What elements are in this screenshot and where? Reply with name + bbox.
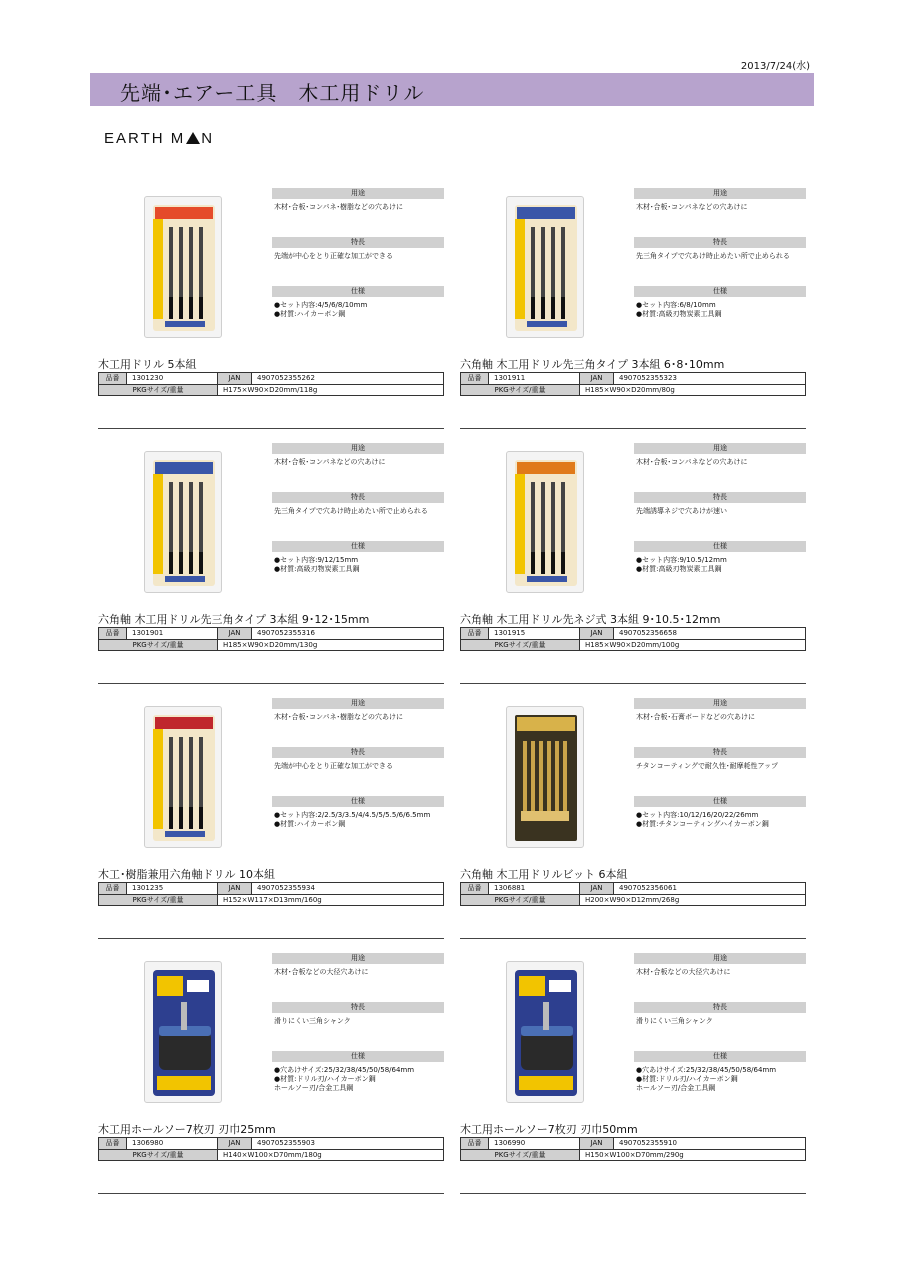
- product-name: 木工用ドリル 5本組: [98, 358, 197, 371]
- part-no-value: 1301911: [489, 373, 580, 384]
- pkg-value: H200×W90×D12mm/268g: [585, 896, 680, 904]
- features-text: 先端が中心をとり正確な加工ができる: [274, 762, 393, 770]
- part-no-value: 1301235: [127, 883, 218, 894]
- table-row: [99, 1149, 443, 1160]
- spec-label: 仕様: [272, 286, 444, 297]
- spec-line: ホールソー刃/合金工具鋼: [274, 1084, 354, 1092]
- usage-label: 用途: [272, 188, 444, 199]
- divider: [98, 428, 444, 429]
- spec-section: [272, 541, 444, 574]
- features-text: 滑りにくい三角シャンク: [274, 1017, 351, 1025]
- spec-label: 仕様: [634, 796, 806, 807]
- part-no-label: 品番: [461, 1138, 489, 1149]
- pkg-value: H185×W90×D20mm/130g: [223, 641, 318, 649]
- spec-section: [272, 796, 444, 829]
- spec-text: [272, 556, 444, 574]
- features-label: 特長: [634, 492, 806, 503]
- pkg-label: PKGサイズ/重量: [461, 640, 580, 650]
- brand-logo-part2: N: [201, 130, 215, 147]
- spec-line: ●材質:ハイカーボン鋼: [274, 310, 346, 318]
- usage-label: 用途: [272, 443, 444, 454]
- drill-set-package-icon: [506, 196, 584, 338]
- pkg-value: H152×W117×D13mm/160g: [223, 896, 322, 904]
- product-card: [460, 951, 812, 1206]
- part-no-label: 品番: [461, 373, 489, 384]
- usage-text: 木材･合板･コンパネなどの穴あけに: [274, 458, 386, 466]
- pkg-value: H185×W90×D20mm/100g: [585, 641, 680, 649]
- usage-section: [634, 188, 806, 212]
- usage-text: 木材･合板などの大径穴あけに: [274, 968, 369, 976]
- features-text: 滑りにくい三角シャンク: [636, 1017, 713, 1025]
- pkg-label: PKGサイズ/重量: [99, 895, 218, 905]
- product-card: [460, 441, 812, 696]
- drill-set-package-icon: [144, 451, 222, 593]
- pkg-label: PKGサイズ/重量: [461, 385, 580, 395]
- spec-line: ●セット内容:9/12/15mm: [274, 556, 359, 564]
- spec-line: ●セット内容:6/8/10mm: [636, 301, 716, 309]
- features-label: 特長: [634, 1002, 806, 1013]
- spec-label: 仕様: [634, 541, 806, 552]
- pkg-value: H150×W100×D70mm/290g: [585, 1151, 684, 1159]
- part-no-label: 品番: [99, 883, 127, 894]
- usage-label: 用途: [634, 698, 806, 709]
- spec-line: ●材質:ハイカーボン鋼: [274, 820, 346, 828]
- features-label: 特長: [272, 1002, 444, 1013]
- spade-bit-package-icon: [506, 706, 584, 848]
- jan-label: JAN: [218, 373, 252, 384]
- usage-label: 用途: [272, 953, 444, 964]
- spec-section: [272, 1051, 444, 1093]
- divider: [98, 938, 444, 939]
- pkg-label: PKGサイズ/重量: [99, 1150, 218, 1160]
- brand-logo-part1: EARTH M: [104, 130, 186, 147]
- features-section: [634, 237, 806, 261]
- table-row: [99, 373, 443, 384]
- spec-label: 仕様: [272, 796, 444, 807]
- spec-line: ホールソー刃/合金工具鋼: [636, 1084, 716, 1092]
- part-no-label: 品番: [461, 883, 489, 894]
- category-banner: [90, 73, 814, 106]
- table-row: [99, 628, 443, 639]
- spec-section: [634, 286, 806, 319]
- usage-section: [272, 953, 444, 977]
- features-text: 先端誘導ネジで穴あけが速い: [636, 507, 727, 515]
- table-row: [461, 373, 805, 384]
- usage-label: 用途: [634, 188, 806, 199]
- features-label: 特長: [634, 747, 806, 758]
- part-no-value: 1306881: [489, 883, 580, 894]
- spec-line: ●材質:高級刃物炭素工具鋼: [636, 310, 722, 318]
- spec-text: [634, 556, 806, 574]
- product-card: [98, 441, 450, 696]
- spec-text: [272, 811, 444, 829]
- usage-section: [634, 953, 806, 977]
- pkg-label: PKGサイズ/重量: [461, 895, 580, 905]
- features-section: [634, 492, 806, 516]
- pkg-label: PKGサイズ/重量: [99, 385, 218, 395]
- part-no-label: 品番: [461, 628, 489, 639]
- jan-value: 4907052355903: [257, 1139, 315, 1147]
- product-info-table: [98, 627, 444, 651]
- spec-line: ●セット内容:10/12/16/20/22/26mm: [636, 811, 759, 819]
- table-row: [461, 639, 805, 650]
- spec-line: ●材質:ドリル刃/ハイカーボン鋼: [274, 1075, 376, 1083]
- features-section: [634, 747, 806, 771]
- part-no-label: 品番: [99, 1138, 127, 1149]
- product-name: 六角軸 木工用ドリル先三角タイプ 3本組 9･12･15mm: [98, 613, 370, 626]
- jan-value: 4907052356658: [619, 629, 677, 637]
- divider: [98, 683, 444, 684]
- category-title: 先端･エアー工具 木工用ドリル: [120, 81, 425, 105]
- spec-text: [272, 301, 444, 319]
- spec-section: [272, 286, 444, 319]
- part-no-value: 1301915: [489, 628, 580, 639]
- table-row: [99, 639, 443, 650]
- product-card: [98, 951, 450, 1206]
- jan-value: 4907052355323: [619, 374, 677, 382]
- spec-line: ●材質:高級刃物炭素工具鋼: [274, 565, 360, 573]
- jan-label: JAN: [580, 883, 614, 894]
- jan-label: JAN: [580, 628, 614, 639]
- features-label: 特長: [634, 237, 806, 248]
- jan-value: 4907052355262: [257, 374, 315, 382]
- part-no-value: 1306980: [127, 1138, 218, 1149]
- print-date: 2013/7/24(水): [740, 61, 810, 72]
- usage-label: 用途: [634, 443, 806, 454]
- product-card: [460, 186, 812, 441]
- product-name: 六角軸 木工用ドリルビット 6本組: [460, 868, 628, 881]
- product-info-table: [98, 372, 444, 396]
- jan-value: 4907052355934: [257, 884, 315, 892]
- spec-line: ●材質:高級刃物炭素工具鋼: [636, 565, 722, 573]
- divider: [460, 428, 806, 429]
- spec-line: ●材質:チタンコーティングハイカーボン鋼: [636, 820, 769, 828]
- product-name: 六角軸 木工用ドリル先ネジ式 3本組 9･10.5･12mm: [460, 613, 721, 626]
- jan-value: 4907052356061: [619, 884, 677, 892]
- product-info-table: [460, 1137, 806, 1161]
- usage-section: [272, 698, 444, 722]
- spec-line: ●穴あけサイズ:25/32/38/45/50/58/64mm: [274, 1066, 415, 1074]
- table-row: [99, 384, 443, 395]
- table-row: [99, 894, 443, 905]
- usage-text: 木材･合板･石膏ボードなどの穴あけに: [636, 713, 755, 721]
- spec-text: [634, 811, 806, 829]
- table-row: [461, 628, 805, 639]
- spec-text: [634, 301, 806, 319]
- pkg-label: PKGサイズ/重量: [99, 640, 218, 650]
- features-section: [272, 1002, 444, 1026]
- features-label: 特長: [272, 492, 444, 503]
- usage-section: [272, 188, 444, 212]
- brand-logo: [104, 130, 214, 147]
- product-card: [98, 186, 450, 441]
- features-section: [634, 1002, 806, 1026]
- part-no-value: 1306990: [489, 1138, 580, 1149]
- divider: [98, 1193, 444, 1194]
- drill-set-package-icon: [144, 706, 222, 848]
- product-card: [98, 696, 450, 951]
- features-text: 先三角タイプで穴あけ時止めたい所で止められる: [274, 507, 428, 515]
- usage-text: 木材･合板･コンパネ･樹脂などの穴あけに: [274, 203, 404, 211]
- table-row: [461, 384, 805, 395]
- pkg-value: H140×W100×D70mm/180g: [223, 1151, 322, 1159]
- table-row: [461, 894, 805, 905]
- table-row: [461, 1149, 805, 1160]
- spec-label: 仕様: [272, 541, 444, 552]
- product-info-table: [98, 882, 444, 906]
- divider: [460, 1193, 806, 1194]
- features-text: 先端が中心をとり正確な加工ができる: [274, 252, 393, 260]
- product-info-table: [460, 372, 806, 396]
- product-name: 木工･樹脂兼用六角軸ドリル 10本組: [98, 868, 275, 881]
- features-section: [272, 237, 444, 261]
- features-text: 先三角タイプで穴あけ時止めたい所で止められる: [636, 252, 790, 260]
- part-no-label: 品番: [99, 628, 127, 639]
- divider: [460, 683, 806, 684]
- spec-line: ●セット内容:2/2.5/3/3.5/4/4.5/5/5.5/6/6.5mm: [274, 811, 431, 819]
- product-info-table: [460, 882, 806, 906]
- part-no-label: 品番: [99, 373, 127, 384]
- drill-set-package-icon: [144, 196, 222, 338]
- drill-set-package-icon: [506, 451, 584, 593]
- divider: [460, 938, 806, 939]
- spec-section: [634, 541, 806, 574]
- spec-line: ●材質:ドリル刃/ハイカーボン鋼: [636, 1075, 738, 1083]
- features-section: [272, 747, 444, 771]
- features-section: [272, 492, 444, 516]
- jan-value: 4907052355316: [257, 629, 315, 637]
- table-row: [461, 883, 805, 894]
- usage-text: 木材･合板･コンパネ･樹脂などの穴あけに: [274, 713, 404, 721]
- spec-line: ●セット内容:4/5/6/8/10mm: [274, 301, 368, 309]
- hole-saw-package-icon: [506, 961, 584, 1103]
- spec-label: 仕様: [634, 286, 806, 297]
- jan-label: JAN: [580, 1138, 614, 1149]
- spec-line: ●セット内容:9/10.5/12mm: [636, 556, 727, 564]
- part-no-value: 1301230: [127, 373, 218, 384]
- features-text: チタンコーティングで耐久性･耐摩耗性アップ: [636, 762, 778, 770]
- spec-section: [634, 1051, 806, 1093]
- jan-label: JAN: [218, 628, 252, 639]
- usage-text: 木材･合板･コンパネなどの穴あけに: [636, 458, 748, 466]
- table-row: [99, 1138, 443, 1149]
- usage-text: 木材･合板･コンパネなどの穴あけに: [636, 203, 748, 211]
- usage-section: [272, 443, 444, 467]
- usage-text: 木材･合板などの大径穴あけに: [636, 968, 731, 976]
- product-card: [460, 696, 812, 951]
- features-label: 特長: [272, 237, 444, 248]
- brand-triangle-icon: [186, 132, 200, 144]
- table-row: [99, 883, 443, 894]
- spec-label: 仕様: [272, 1051, 444, 1062]
- spec-line: ●穴あけサイズ:25/32/38/45/50/58/64mm: [636, 1066, 777, 1074]
- jan-label: JAN: [580, 373, 614, 384]
- usage-label: 用途: [634, 953, 806, 964]
- table-row: [461, 1138, 805, 1149]
- product-info-table: [98, 1137, 444, 1161]
- jan-label: JAN: [218, 1138, 252, 1149]
- spec-label: 仕様: [634, 1051, 806, 1062]
- pkg-value: H185×W90×D20mm/80g: [585, 386, 675, 394]
- usage-section: [634, 698, 806, 722]
- usage-section: [634, 443, 806, 467]
- features-label: 特長: [272, 747, 444, 758]
- jan-value: 4907052355910: [619, 1139, 677, 1147]
- spec-text: [634, 1066, 806, 1093]
- usage-label: 用途: [272, 698, 444, 709]
- spec-text: [272, 1066, 444, 1093]
- pkg-label: PKGサイズ/重量: [461, 1150, 580, 1160]
- jan-label: JAN: [218, 883, 252, 894]
- part-no-value: 1301901: [127, 628, 218, 639]
- product-name: 木工用ホールソー7枚刃 刃巾50mm: [460, 1123, 638, 1136]
- product-name: 木工用ホールソー7枚刃 刃巾25mm: [98, 1123, 276, 1136]
- product-info-table: [460, 627, 806, 651]
- spec-section: [634, 796, 806, 829]
- pkg-value: H175×W90×D20mm/118g: [223, 386, 318, 394]
- hole-saw-package-icon: [144, 961, 222, 1103]
- product-name: 六角軸 木工用ドリル先三角タイプ 3本組 6･8･10mm: [460, 358, 725, 371]
